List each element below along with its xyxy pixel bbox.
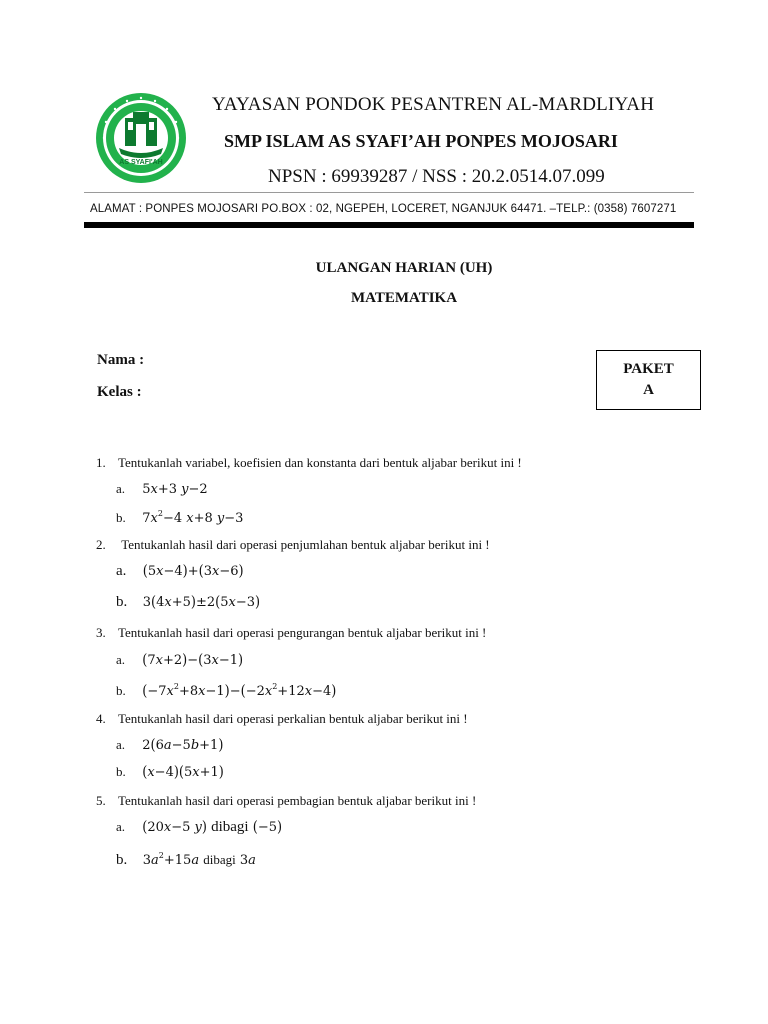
- option-expression: (20x−5 y) dibagi (−5): [142, 818, 283, 837]
- option-label: a.: [116, 481, 126, 496]
- class-label: Kelas :: [97, 384, 142, 400]
- option-expression: (5x−4)+(3x−6): [142, 562, 244, 581]
- exam-title: ULANGAN HARIAN (UH): [315, 260, 493, 276]
- option-expression: $7x^2-4$ x+8 y−3: [142, 509, 244, 526]
- option-expression: (x−4)(5x+1): [142, 763, 224, 782]
- question-2: [96, 537, 490, 553]
- option-expression: $(-7x^2+8x-1)-(-2x^2+12x-4)$: [142, 682, 337, 701]
- question-3: [96, 625, 486, 641]
- question-text: Tentukanlah hasil dari operasi perkalian bentuk aljabar berikut ini !: [118, 711, 468, 726]
- question-text: Tentukanlah hasil dari operasi pembagian bentuk aljabar berikut ini !: [118, 793, 477, 808]
- option-label: b.: [116, 764, 126, 779]
- question-5: [96, 793, 476, 809]
- option-label: a.: [116, 652, 126, 667]
- question-number: 3.: [96, 625, 106, 640]
- option-expression: (7x+2)−(3x−1): [142, 651, 244, 670]
- question-4: [96, 711, 468, 727]
- header-divider-thick: [84, 222, 694, 228]
- question-text: Tentukanlah hasil dari operasi penjumlahan bentuk aljabar berikut ini !: [121, 537, 490, 552]
- school-name: SMP ISLAM AS SYAFI’AH PONPES MOJOSARI: [224, 131, 618, 151]
- question-number: 4.: [96, 711, 106, 726]
- option-label: b.: [116, 594, 128, 610]
- question-5-option-b: [116, 851, 256, 869]
- option-expression: 2(6a−5b+1): [142, 736, 224, 755]
- question-3-option-b: [116, 682, 336, 699]
- option-label: b.: [116, 510, 126, 525]
- question-1: [96, 455, 522, 471]
- option-label: b.: [116, 683, 126, 698]
- question-2-option-a: [116, 563, 244, 580]
- logo-text: AS SYAFI'AH: [119, 159, 163, 166]
- question-number: 2.: [96, 537, 106, 552]
- question-number: 1.: [96, 455, 106, 470]
- option-expression: 5x+3 y−2: [142, 482, 208, 497]
- question-text: Tentukanlah variabel, koefisien dan konstanta dari bentuk aljabar berikut ini !: [118, 455, 522, 470]
- school-ids: NPSN : 69939287 / NSS : 20.2.0514.07.099: [268, 166, 605, 187]
- option-label: a.: [116, 563, 127, 579]
- question-text: Tentukanlah hasil dari operasi pengurangan bentuk aljabar berikut ini !: [118, 625, 487, 640]
- paket-box: [596, 350, 701, 410]
- paket-label: PAKET: [623, 361, 674, 377]
- school-address: ALAMAT : PONPES MOJOSARI PO.BOX : 02, NGEPEH, LOCERET, NGANJUK 64471. –TELP.: (0358) 7607271: [90, 203, 677, 215]
- subject-title: MATEMATIKA: [350, 290, 458, 306]
- paket-code: A: [643, 382, 654, 398]
- option-expression: 3(4x+5)±2(5x−3): [142, 593, 261, 612]
- question-1-option-b: [116, 509, 243, 526]
- question-1-option-a: [116, 481, 208, 497]
- foundation-name: YAYASAN PONDOK PESANTREN AL-MARDLIYAH: [212, 94, 655, 115]
- name-label: Nama :: [97, 352, 145, 368]
- question-number: 5.: [96, 793, 106, 808]
- option-expression: $3a^2+15a$ dibagi 3a: [142, 851, 256, 868]
- option-label: a.: [116, 737, 126, 752]
- header-divider-thin: [84, 192, 694, 193]
- question-5-option-a: [116, 819, 282, 836]
- question-4-option-b: [116, 764, 224, 780]
- question-4-option-a: [116, 737, 223, 753]
- question-3-option-a: [116, 652, 243, 668]
- school-logo: [95, 92, 187, 184]
- option-label: b.: [116, 852, 128, 868]
- question-2-option-b: [116, 594, 260, 611]
- option-label: a.: [116, 819, 126, 834]
